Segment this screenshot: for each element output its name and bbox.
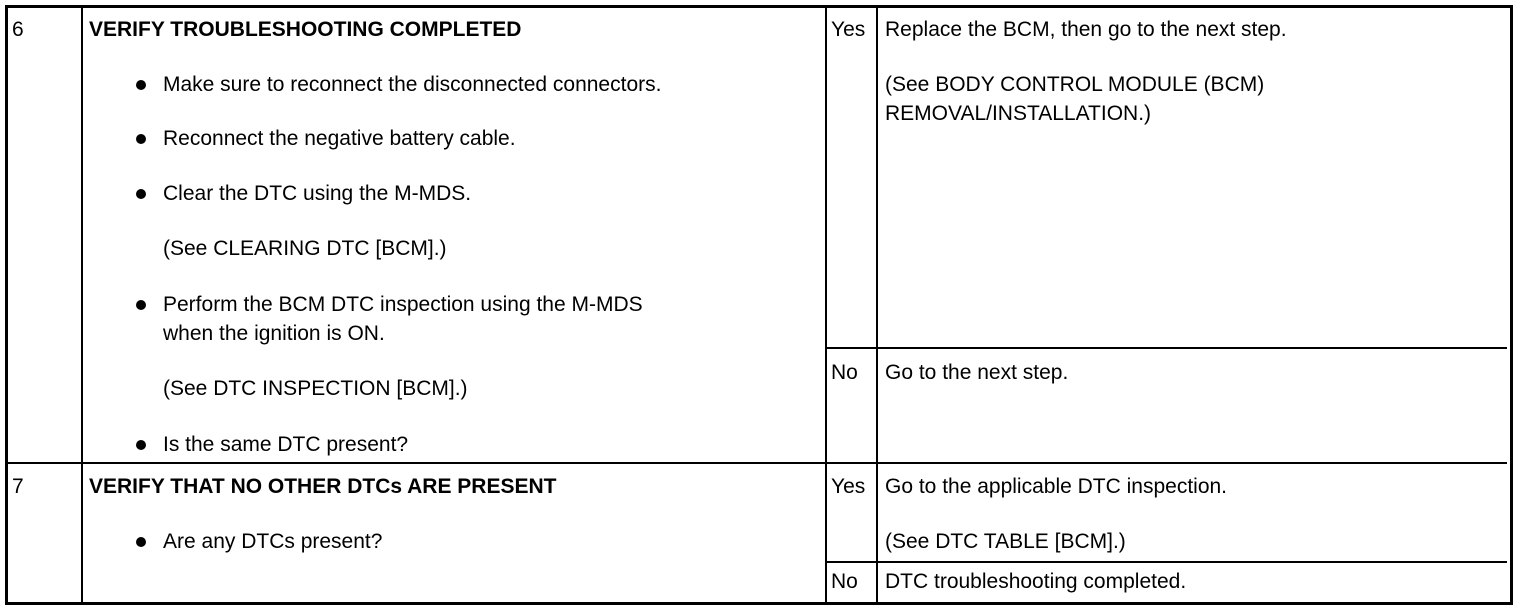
action-item: Make sure to reconnect the disconnected connectors. (163, 73, 662, 96)
no-label: No (831, 361, 858, 384)
bullet-icon (136, 300, 146, 310)
no-result: Go to the next step. (885, 361, 1069, 384)
bullet-icon (136, 134, 146, 144)
action-item: Reconnect the negative battery cable. (163, 127, 516, 150)
action-item: Perform the BCM DTC inspection using the M-MDS (163, 293, 643, 316)
yes-result: Go to the applicable DTC inspection. (885, 475, 1228, 498)
step-number: 7 (12, 475, 24, 498)
no-result: DTC troubleshooting completed. (885, 570, 1187, 593)
action-item-continued: when the ignition is ON. (163, 322, 385, 345)
reference-link[interactable]: (See DTC TABLE [BCM].) (885, 530, 1126, 553)
bullet-icon (136, 537, 146, 547)
yes-label: Yes (831, 475, 866, 498)
bullet-icon (136, 80, 146, 90)
reference-link-continued[interactable]: REMOVAL/INSTALLATION.) (885, 102, 1152, 125)
reference-link[interactable]: (See BODY CONTROL MODULE (BCM) (885, 73, 1265, 96)
no-label: No (831, 570, 858, 593)
column-divider-action (825, 5, 827, 605)
yes-label: Yes (831, 18, 866, 41)
column-divider-result (876, 5, 878, 605)
row-divider (5, 462, 1507, 464)
step-title: VERIFY TROUBLESHOOTING COMPLETED (89, 18, 522, 41)
step6-yes-no-divider (825, 347, 1507, 349)
step-title: VERIFY THAT NO OTHER DTCs ARE PRESENT (89, 475, 557, 498)
step7-yes-no-divider (825, 561, 1507, 563)
reference-link[interactable]: (See CLEARING DTC [BCM].) (163, 237, 447, 260)
action-item: Are any DTCs present? (163, 530, 383, 553)
bullet-icon (136, 440, 146, 450)
yes-result: Replace the BCM, then go to the next step. (885, 18, 1287, 41)
bullet-icon (136, 189, 146, 199)
step-number: 6 (12, 18, 24, 41)
reference-link[interactable]: (See DTC INSPECTION [BCM].) (163, 377, 468, 400)
action-item: Is the same DTC present? (163, 433, 409, 456)
column-divider-number (81, 5, 83, 605)
action-item: Clear the DTC using the M-MDS. (163, 182, 472, 205)
